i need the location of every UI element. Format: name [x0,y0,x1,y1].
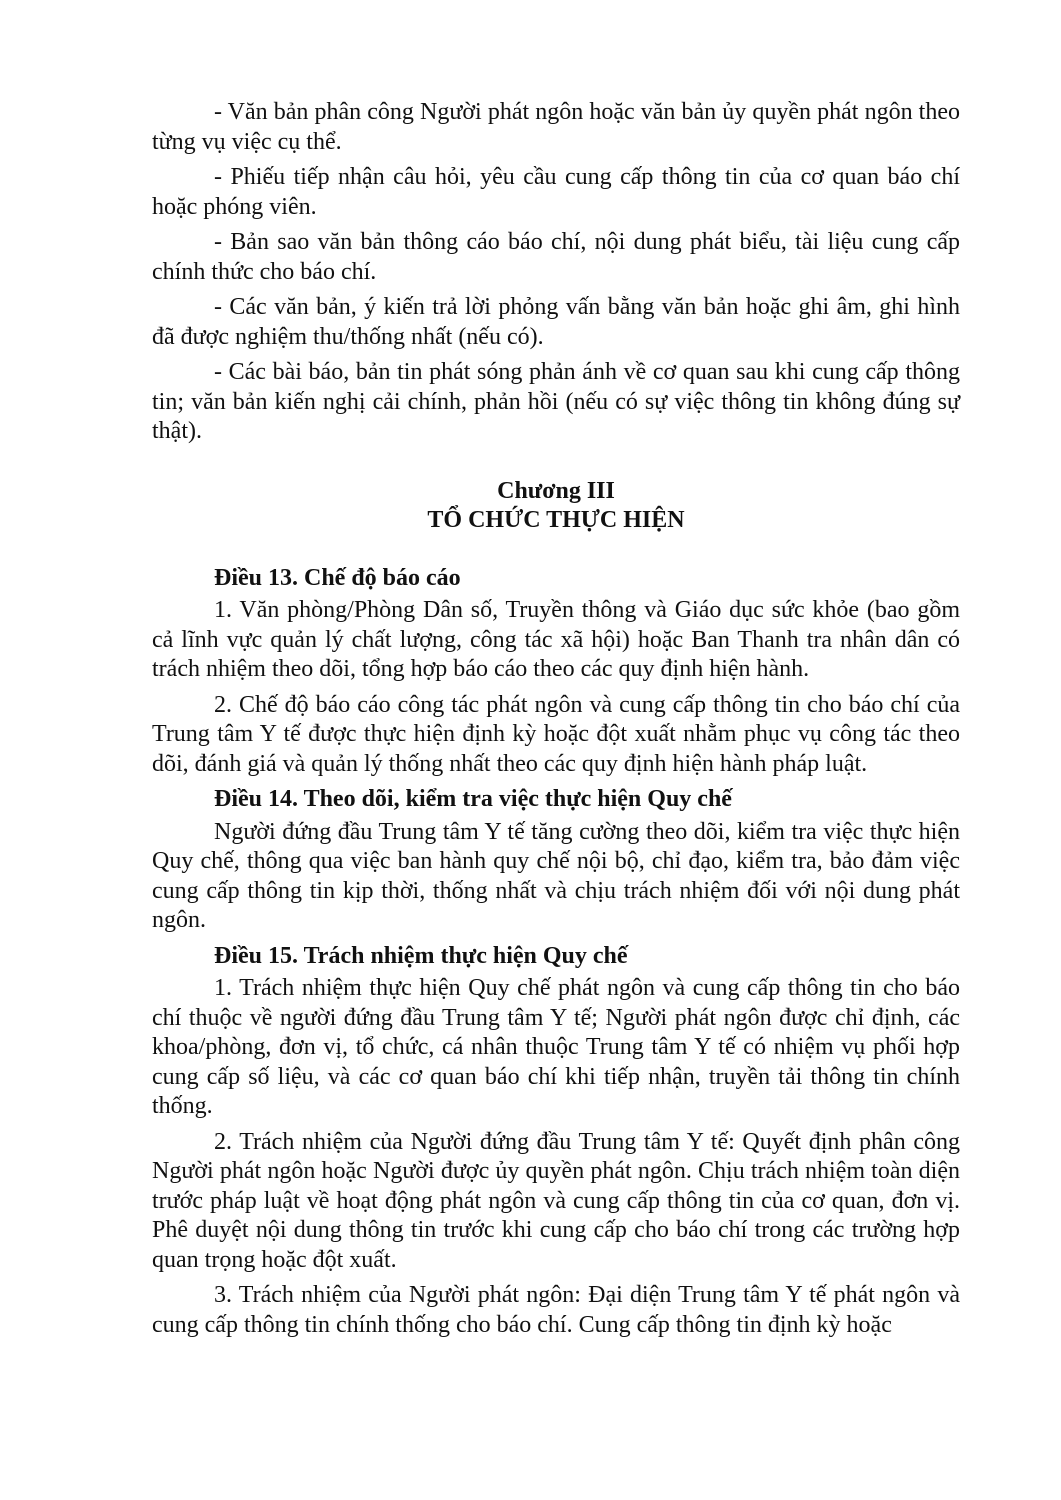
article-13-heading: Điều 13. Chế độ báo cáo [214,564,461,591]
chapter-title: TỔ CHỨC THỰC HIỆN [427,507,685,533]
list-item: - Các bài báo, bản tin phát sóng phản ánh về cơ quan sau khi cung cấp thông tin; văn bản kiến nghị cải chính, phản hồi (nếu có sự việc thông tin không đúng sự thật). [152,359,960,444]
article-15-heading: Điều 15. Trách nhiệm thực hiện Quy chế [214,942,628,969]
list-item: - Phiếu tiếp nhận câu hỏi, yêu cầu cung cấp thông tin của cơ quan báo chí hoặc phóng viên. [152,164,960,220]
article-15-paragraph: 1. Trách nhiệm thực hiện Quy chế phát ngôn và cung cấp thông tin cho báo chí thuộc về người đứng đầu Trung tâm Y tế; Người phát ngôn được chỉ định, các khoa/phòng, đơn vị, tổ chức, cá nhân thuộc Trung tâm Y tế có nhiệm vụ phối hợp cung cấp số liệu, và các cơ quan báo chí khi tiếp nhận, truyền tải thông tin chính thống. [152,975,960,1119]
document-page [152,98,960,1346]
chapter-header [152,477,960,536]
list-item: - Các văn bản, ý kiến trả lời phỏng vấn bằng văn bản hoặc ghi âm, ghi hình đã được nghiệm thu/thống nhất (nếu có). [152,294,960,350]
list-item: - Văn bản phân công Người phát ngôn hoặc văn bản ủy quyền phát ngôn theo từng vụ việc cụ thể. [152,99,960,155]
article-15-paragraph: 3. Trách nhiệm của Người phát ngôn: Đại diện Trung tâm Y tế phát ngôn và cung cấp thông tin chính thống cho báo chí. Cung cấp thông tin định kỳ hoặc [152,1282,960,1338]
article-14-paragraph: Người đứng đầu Trung tâm Y tế tăng cường theo dõi, kiểm tra việc thực hiện Quy chế, thông qua việc ban hành quy chế nội bộ, chỉ đạo, kiểm tra, bảo đảm việc cung cấp thông tin kịp thời, thống nhất và chịu trách nhiệm đối với nội dung phát ngôn. [152,818,960,933]
article-13-paragraph: 1. Văn phòng/Phòng Dân số, Truyền thông và Giáo dục sức khỏe (bao gồm cả lĩnh vực quản lý chất lượng, công tác xã hội) hoặc Ban Thanh tra nhân dân có trách nhiệm theo dõi, tổng hợp báo cáo theo các quy định hiện hành. [152,597,960,682]
article-15-paragraph: 2. Trách nhiệm của Người đứng đầu Trung tâm Y tế: Quyết định phân công Người phát ngôn hoặc Người được ủy quyền phát ngôn. Chịu trách nhiệm toàn diện trước pháp luật về hoạt động phát ngôn và cung cấp thông tin của cơ quan, đơn vị. Phê duyệt nội dung thông tin trước khi cung cấp cho báo chí trong các trường hợp quan trọng hoặc đột xuất. [152,1128,960,1273]
chapter-number: Chương III [497,477,615,504]
article-13-paragraph: 2. Chế độ báo cáo công tác phát ngôn và cung cấp thông tin cho báo chí của Trung tâm Y tế được thực hiện định kỳ hoặc đột xuất nhằm phục vụ công tác theo dõi, đánh giá và quản lý thống nhất theo các quy định hiện hành pháp luật. [152,691,960,777]
list-item: - Bản sao văn bản thông cáo báo chí, nội dung phát biểu, tài liệu cung cấp chính thức cho báo chí. [152,229,960,285]
article-14-heading: Điều 14. Theo dõi, kiểm tra việc thực hiện Quy chế [214,786,732,812]
